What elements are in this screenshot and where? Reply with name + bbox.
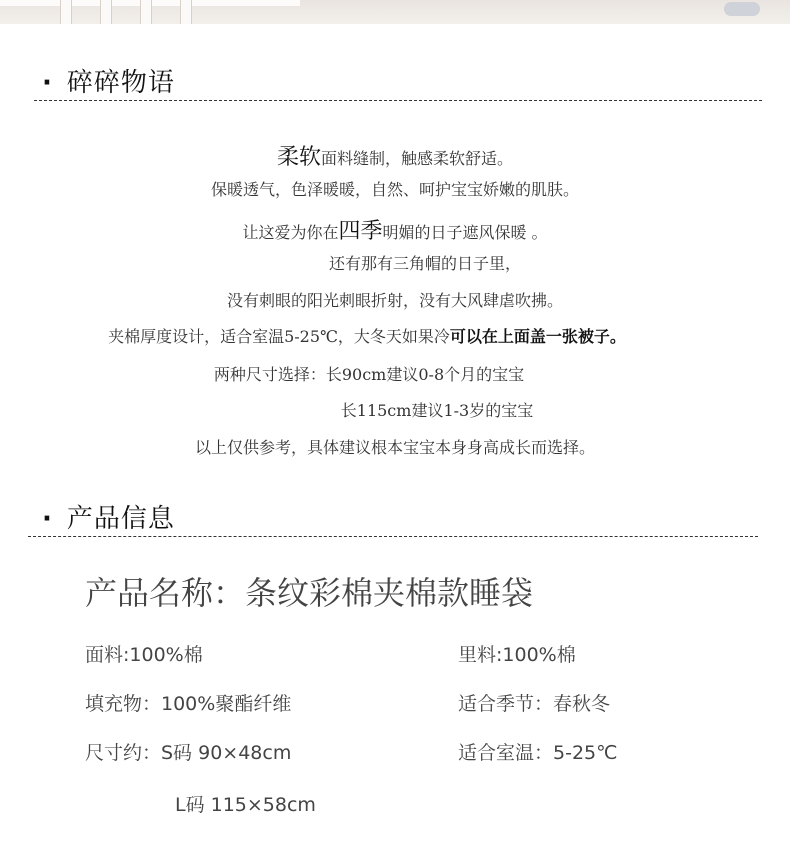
bullet-dot: · bbox=[42, 504, 53, 534]
fabric-info: 面料:100%棉 bbox=[85, 644, 203, 666]
season-info: 适合季节：春秋冬 bbox=[458, 693, 611, 715]
story-line-9: 以上仅供参考，具体建议根本宝宝本身身高成长而选择。 bbox=[194, 438, 595, 457]
filling-info: 填充物：100%聚酯纤维 bbox=[85, 693, 292, 715]
top-photo-strip bbox=[0, 0, 790, 24]
emphasis-text: 柔软 bbox=[276, 145, 321, 170]
emphasis-text: 四季 bbox=[338, 219, 383, 244]
story-line-4: 还有那有三角帽的日子里， bbox=[328, 254, 521, 273]
emphasis-text: 可以在上面盖一张被子。 bbox=[449, 327, 626, 346]
story-text: 夹棉厚度设计，适合室温5-25℃，大冬天如果冷 bbox=[108, 327, 450, 346]
story-text: 明媚的日子遮风保暖 。 bbox=[382, 223, 548, 242]
story-line-1 bbox=[0, 140, 790, 171]
crib-bar bbox=[140, 0, 152, 24]
size-s-info: 尺寸约：S码 90×48cm bbox=[85, 742, 292, 764]
lining-info: 里料:100%棉 bbox=[458, 644, 576, 666]
temperature-info: 适合室温：5-25℃ bbox=[458, 742, 618, 764]
toy-image bbox=[724, 2, 760, 16]
size-l-info: L码 115×58cm bbox=[175, 794, 316, 816]
story-line-7: 两种尺寸选择：长90cm建议0-8个月的宝宝 bbox=[213, 365, 525, 384]
crib-bar bbox=[180, 0, 192, 24]
section-title-text: 产品信息 bbox=[66, 504, 175, 534]
section-divider bbox=[28, 536, 758, 537]
section-heading-product bbox=[42, 498, 175, 535]
crib-bar bbox=[100, 0, 112, 24]
product-name: 产品名称：条纹彩棉夹棉款睡袋 bbox=[85, 574, 534, 612]
section-heading-story bbox=[42, 62, 175, 99]
bullet-dot: · bbox=[42, 68, 53, 98]
story-line-8: 长115cm建议1-3岁的宝宝 bbox=[340, 401, 534, 420]
story-line-6 bbox=[0, 324, 762, 347]
section-title-text: 碎碎物语 bbox=[66, 68, 175, 98]
story-line-2: 保暖透气，色泽暖暖，自然、呵护宝宝娇嫩的肌肤。 bbox=[210, 180, 579, 199]
story-line-5: 没有刺眼的阳光刺眼折射，没有大风肆虐吹拂。 bbox=[226, 291, 563, 310]
story-text: 面料缝制，触感柔软舒适。 bbox=[321, 149, 514, 168]
story-line-3 bbox=[0, 214, 790, 245]
section-divider bbox=[34, 100, 762, 101]
story-text: 让这爱为你在 bbox=[242, 223, 339, 242]
crib-bar bbox=[60, 0, 72, 24]
